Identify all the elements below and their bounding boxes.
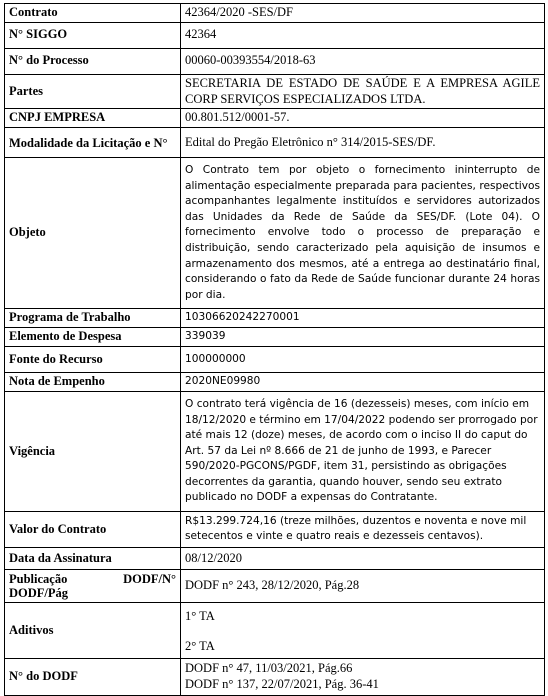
assinatura-label: Data da Assinatura [5,547,181,569]
publicacao-label-pag: DODF/Pág [9,585,69,600]
valor-value: R$13.299.724,16 (treze milhões, duzentos e noventa e nove mil setecentos e vinte e quatro reais e dezesseis centavos). [181,511,545,547]
table-row [5,547,545,569]
table-row [5,128,545,158]
aditivo-item: 1° TA [185,609,215,624]
contrato-value: 42364/2020 -SES/DF [181,4,545,23]
publicacao-value: DODF n° 243, 28/12/2020, Pág.28 [181,569,545,602]
table-row [5,391,545,511]
aditivo-spacer [185,625,540,639]
publicacao-label-dodf: DODF/N° [123,571,176,586]
aditivos-value [181,602,545,658]
processo-label: N° do Processo [5,48,181,74]
aditivos-label: Aditivos [5,602,181,658]
table-row [5,327,545,346]
table-row [5,602,545,658]
programa-value: 10306620242270001 [181,309,545,328]
table-row [5,658,545,695]
table-row [5,48,545,74]
objeto-value: O Contrato tem por objeto o fornecimento ininterrupto de alimentação especialmente preparada para pacientes, respectivos acompanhantes legalmente instituídos e servidores autorizados das Unidades da Rede de Saúde da SES/DF. (Lote 04). O fornecimento envolve todo o processo de preparação e distribuição, sendo caracterizado pela aquisição de insumos e armazenamento dos mesmos, até a entrega ao destinatário final, considerando o fato da Rede de Saúde funcionar durante 24 horas por dia. [181,158,545,309]
empenho-value: 2020NE09980 [181,372,545,391]
objeto-label: Objeto [5,158,181,309]
siggo-label: N° SIGGO [5,22,181,48]
table-row [5,346,545,372]
empenho-label: Nota de Empenho [5,372,181,391]
publicacao-label-word: Publicação [9,571,68,586]
processo-value: 00060-00393554/2018-63 [181,48,545,74]
elemento-label: Elemento de Despesa [5,327,181,346]
table-row [5,22,545,48]
partes-value: SECRETARIA DE ESTADO DE SAÚDE E A EMPRESA AGILE CORP SERVIÇOS ESPECIALIZADOS LTDA. [181,74,545,109]
assinatura-value: 08/12/2020 [181,547,545,569]
publicacao-label [5,569,181,602]
contract-table [4,3,545,696]
table-row [5,158,545,309]
table-row [5,372,545,391]
dodf-label: N° do DODF [5,658,181,695]
dodf-item: DODF n° 137, 22/07/2021, Pág. 36-41 [185,676,379,691]
modalidade-label: Modalidade da Licitação e N° [5,128,181,158]
siggo-value: 42364 [181,22,545,48]
table-row [5,309,545,328]
vigencia-label: Vigência [5,391,181,511]
table-row [5,109,545,128]
programa-label: Programa de Trabalho [5,309,181,328]
fonte-label: Fonte do Recurso [5,346,181,372]
cnpj-value: 00.801.512/0001-57. [181,109,545,128]
cnpj-label: CNPJ EMPRESA [5,109,181,128]
table-row [5,74,545,109]
dodf-item: DODF n° 47, 11/03/2021, Pág.66 [185,661,353,676]
table-row [5,511,545,547]
contrato-label: Contrato [5,4,181,23]
table-row [5,569,545,602]
valor-label: Valor do Contrato [5,511,181,547]
table-row [5,4,545,23]
dodf-value [181,658,545,695]
elemento-value: 339039 [181,327,545,346]
modalidade-value: Edital do Pregão Eletrônico n° 314/2015-SES/DF. [181,128,545,158]
partes-label: Partes [5,74,181,109]
publicacao-label-line1 [9,572,176,586]
aditivo-item: 2° TA [185,638,215,653]
vigencia-value: O contrato terá vigência de 16 (dezesseis) meses, com início em 18/12/2020 e término em 17/04/2022 podendo ser prorrogado por até mais 12 (doze) meses, de acordo com o inciso II do caput do Art. 57 da Lei nº 8.666 de 21 de junho de 1993, e Parecer 590/2020-PGCONS/PGDF, item 31, persistindo as obrigações decorrentes da garantia, quando houver, sendo seu extrato publicado no DODF a expensas do Contratante. [181,391,545,511]
fonte-value: 100000000 [181,346,545,372]
